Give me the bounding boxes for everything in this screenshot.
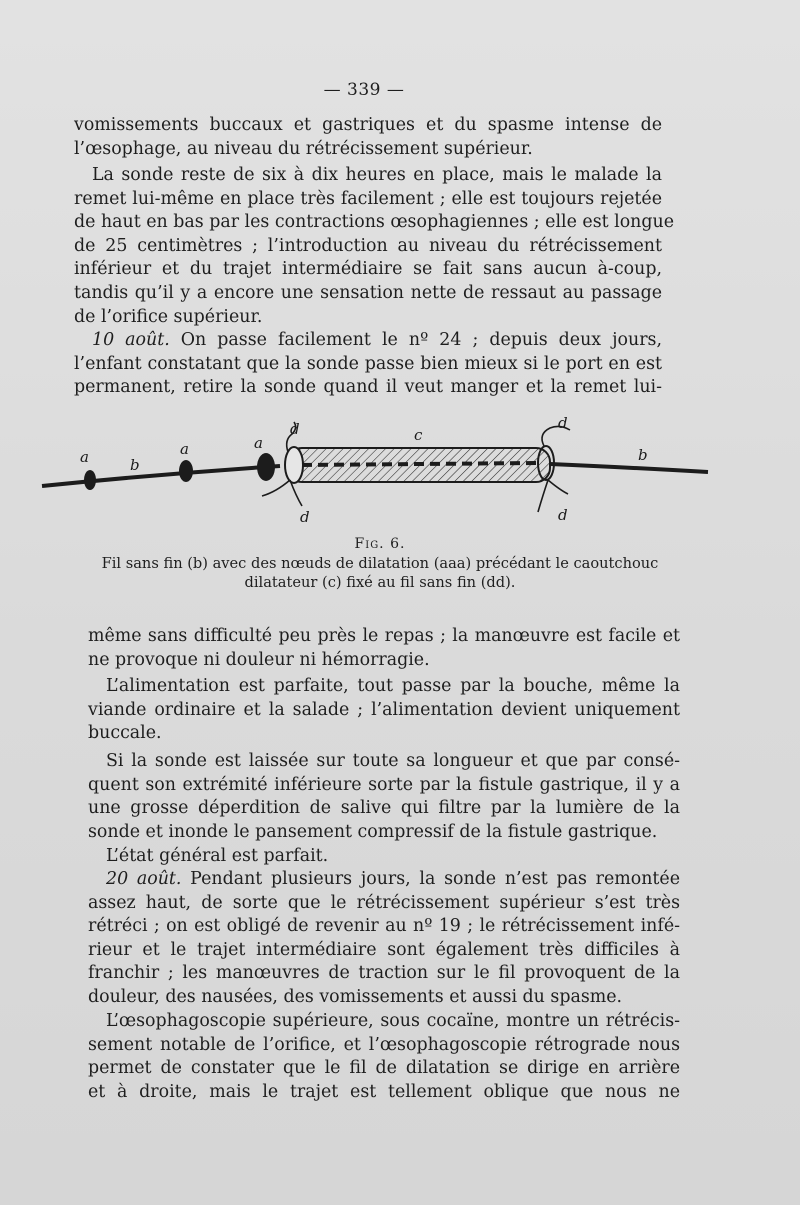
figure-caption <box>80 535 680 592</box>
text-line: L’œsophagoscopie supérieure, sous cocaïne, montre un rétrécis- <box>106 1011 680 1031</box>
text-fragment: On passe facilement le nº 24 ; depuis deux jours, <box>169 330 662 350</box>
text-line: l’œsophage, au niveau du rétrécissement supérieur. <box>74 138 533 159</box>
text-line: rieur et le trajet intermédiaire sont également très difficiles à <box>88 939 680 960</box>
text-line: L’alimentation est parfaite, tout passe par la bouche, même la <box>106 676 680 696</box>
paragraph-sonde <box>74 164 674 329</box>
entry-date: 10 août. <box>92 330 170 350</box>
text-line: une grosse déperdition de salive qui filtre par la lumière de la <box>88 798 680 819</box>
text-line: sement notable de l’orifice, et l’œsophagoscopie rétrograde nous <box>88 1034 680 1055</box>
text-line: de haut en bas par les contractions œsophagiennes ; elle est longue <box>74 212 674 233</box>
text-line: assez haut, de sorte que le rétrécissement supérieur s’est très <box>88 892 680 913</box>
knot-a-3 <box>257 453 275 481</box>
caption-line: Fil sans fin (b) avec des nœuds de dilatation (aaa) précédant le caoutchouc <box>101 555 659 572</box>
text-line: Si la sonde est laissée sur toute sa longueur et que par consé- <box>106 751 680 771</box>
paragraph-oesophagoscopie <box>88 1010 680 1104</box>
label-b-right: b <box>638 446 648 464</box>
fixing-thread-d-left-bottom <box>262 480 302 506</box>
label-a-2: a <box>180 440 189 458</box>
caption-line: dilatateur (c) fixé au fil sans fin (dd). <box>244 574 516 591</box>
paragraph-continuation <box>74 114 662 161</box>
text-line: ne provoque ni douleur ni hémorragie. <box>88 649 430 670</box>
label-d-bottom-right: d <box>558 506 568 524</box>
text-line: buccale. <box>88 723 162 744</box>
entry-date: 20 août. <box>106 869 182 889</box>
label-c: c <box>414 426 423 444</box>
text-line: L’état général est parfait. <box>106 846 329 866</box>
text-line: douleur, des nausées, des vomissements et aussi du spasme. <box>88 986 623 1007</box>
dilator-end-left <box>285 447 303 483</box>
text-line: viande ordinaire et la salade ; l’alimentation devient uniquement <box>88 699 680 720</box>
text-fragment: Pendant plusieurs jours, la sonde n’est pas remontée <box>181 869 680 889</box>
text-line: même sans difficulté peu près le repas ; la manœuvre est facile et <box>88 626 680 646</box>
paragraph-alimentation <box>88 675 680 746</box>
knot-a-1 <box>84 470 96 490</box>
paragraph-20-aout <box>88 868 680 1010</box>
label-d-bottom-left: d <box>300 508 310 526</box>
page-number: — 339 — <box>323 80 405 100</box>
text-line <box>74 329 662 353</box>
text-line: quent son extrémité inférieure sorte par la fistule gastrique, il y a <box>88 774 680 795</box>
thread-right <box>550 464 708 472</box>
label-a-1: a <box>80 448 89 466</box>
text-line: franchir ; les manœuvres de traction sur le fil provoquent de la <box>88 963 680 984</box>
text-line: remet lui-même en place très facilement ; elle est toujours rejetée <box>74 188 662 209</box>
figure-6-drawing <box>40 412 720 532</box>
figure-title: Fig. 6. <box>354 536 406 552</box>
text-line: permet de constater que le fil de dilatation se dirige en arrière <box>88 1058 680 1079</box>
label-d-top-right: d <box>558 414 568 432</box>
text-line: de l’orifice supérieur. <box>74 306 263 327</box>
text-line: rétréci ; on est obligé de revenir au nº 19 ; le rétrécissement infé- <box>88 916 680 937</box>
text-line: permanent, retire la sonde quand il veut manger et la remet lui- <box>74 377 662 398</box>
text-line: et à droite, mais le trajet est tellement oblique que nous ne <box>88 1081 680 1102</box>
text-line: tandis qu’il y a encore une sensation nette de ressaut au passage <box>74 282 662 303</box>
paragraph-continuation-2 <box>88 625 680 672</box>
thread-left <box>42 466 280 486</box>
text-line: sonde et inonde le pansement compressif de la fistule gastrique. <box>88 821 658 842</box>
text-line: de 25 centimètres ; l’introduction au niveau du rétrécissement <box>74 235 662 256</box>
paragraph-etat-general <box>88 845 680 869</box>
label-a-3: a <box>254 434 263 452</box>
paragraph-10-aout <box>74 329 662 400</box>
knot-a-2 <box>179 460 193 482</box>
text-line: vomissements buccaux et gastriques et du spasme intense de <box>74 115 662 135</box>
text-line: l’enfant constatant que la sonde passe bien mieux si le port en est <box>74 353 662 374</box>
label-d-top-left: d <box>290 420 300 438</box>
text-line <box>88 868 680 892</box>
text-line: inférieur et du trajet intermédiaire se fait sans aucun à-coup, <box>74 259 662 280</box>
paragraph-salive <box>88 750 680 844</box>
label-b-left: b <box>130 456 140 474</box>
text-line: La sonde reste de six à dix heures en place, mais le malade la <box>92 165 662 185</box>
